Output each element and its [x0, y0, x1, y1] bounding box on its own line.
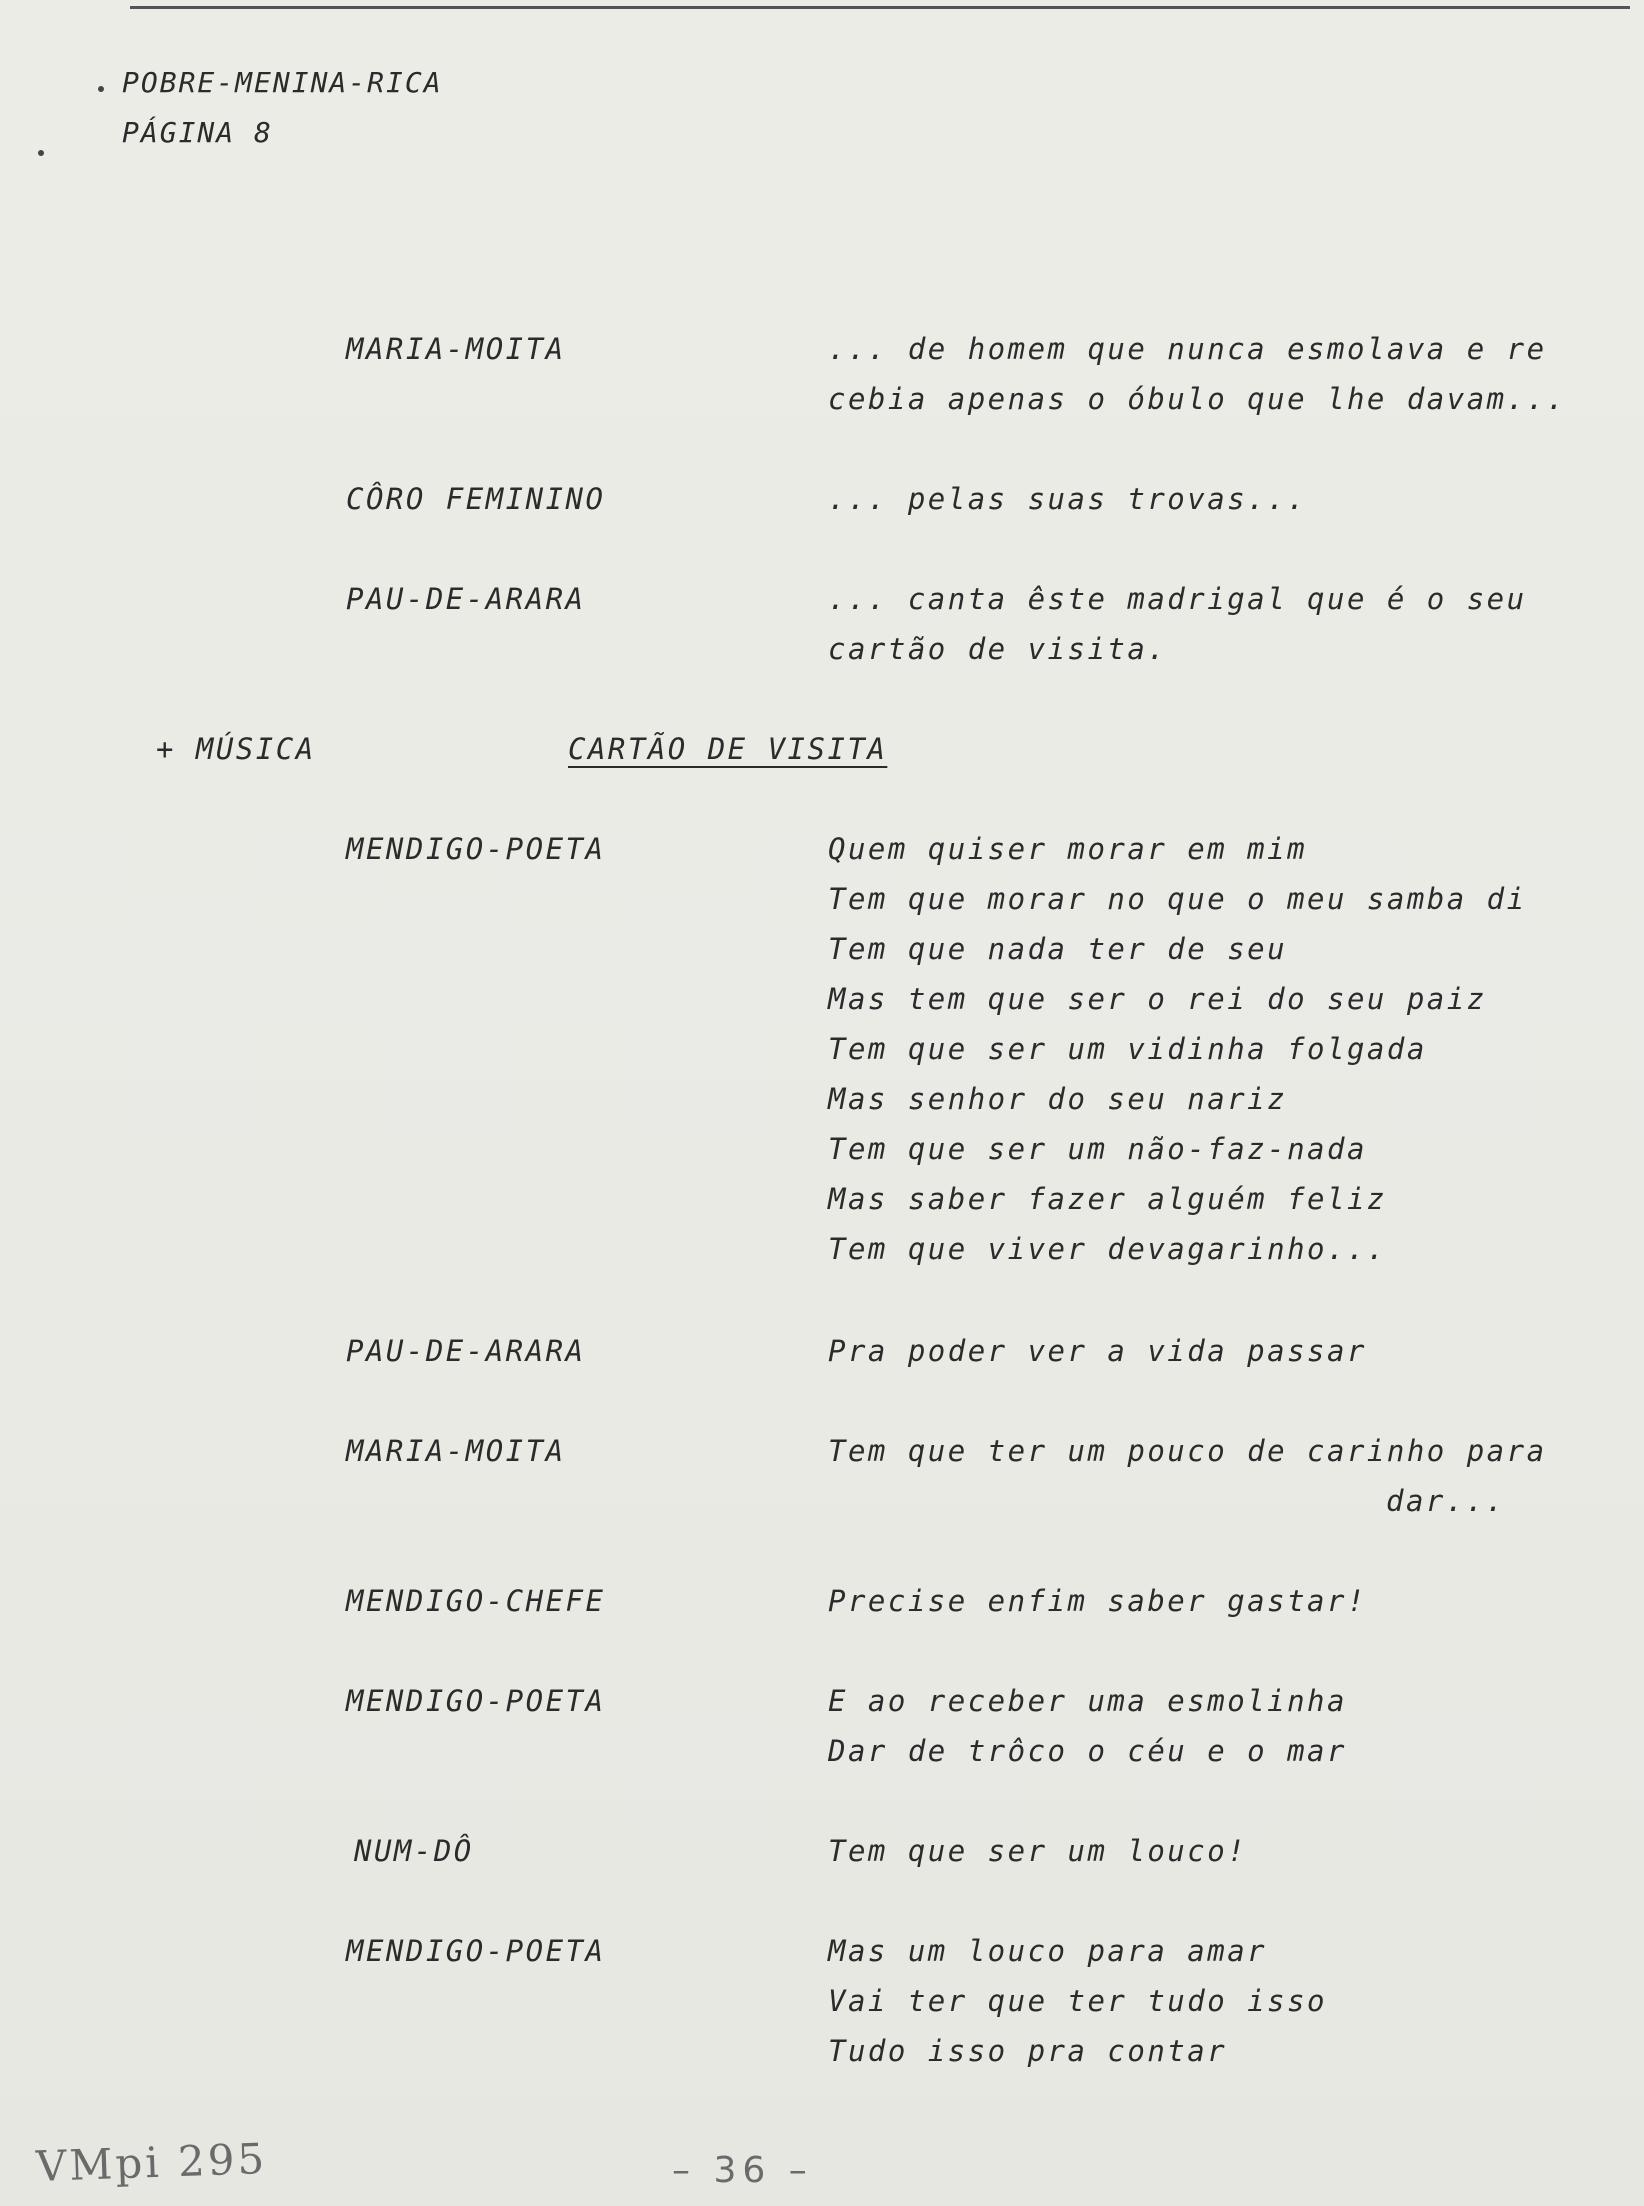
song-title: CARTÃO DE VISITA [568, 732, 888, 766]
lyric-line-continued: dar... [1386, 1484, 1506, 1518]
lyric-line: Tem que ser um não-faz-nada [828, 1132, 1367, 1166]
lyric-line: Vai ter que ter tudo isso [828, 1984, 1327, 2018]
lyric-line: Dar de trôco o céu e o mar [828, 1734, 1347, 1768]
lyric-line: Precise enfim saber gastar! [828, 1584, 1367, 1618]
dialogue-line: ... canta êste madrigal que é o seu [828, 582, 1527, 616]
lyric-line: Tem que morar no que o meu samba di [828, 882, 1527, 916]
lyric-line: Tem que ser um louco! [828, 1834, 1248, 1868]
page-edge-line [130, 6, 1630, 9]
margin-speck [98, 86, 104, 92]
speaker-name: NUM-DÔ [354, 1834, 474, 1868]
lyric-line: Tem que ser um vidinha folgada [828, 1032, 1427, 1066]
lyric-line: Tudo isso pra contar [828, 2034, 1228, 2068]
dialogue-line: ... de homem que nunca esmolava e re [828, 332, 1547, 366]
lyric-line: Mas tem que ser o rei do seu paiz [828, 982, 1487, 1016]
music-cue: + MÚSICA [156, 732, 316, 766]
speaker-name: MENDIGO-POETA [346, 1684, 606, 1718]
speaker-name: MARIA-MOITA [346, 1434, 566, 1468]
lyric-line: Tem que ter um pouco de carinho para [828, 1434, 1547, 1468]
margin-speck [38, 150, 44, 156]
lyric-line: Mas saber fazer alguém feliz [828, 1182, 1387, 1216]
lyric-line: Pra poder ver a vida passar [828, 1334, 1367, 1368]
speaker-name: CÔRO FEMININO [346, 482, 606, 516]
page-label: PÁGINA 8 [122, 116, 273, 149]
speaker-name: MENDIGO-POETA [346, 832, 606, 866]
lyric-line: Tem que nada ter de seu [828, 932, 1288, 966]
dialogue-line: cebia apenas o óbulo que lhe davam... [828, 382, 1567, 416]
speaker-name: PAU-DE-ARARA [346, 582, 586, 616]
lyric-line: E ao receber uma esmolinha [828, 1684, 1347, 1718]
lyric-line: Tem que viver devagarinho... [828, 1232, 1387, 1266]
script-title: POBRE-MENINA-RICA [122, 66, 443, 99]
page-number: – 36 – [672, 2150, 813, 2191]
speaker-name: MARIA-MOITA [346, 332, 566, 366]
lyric-line: Quem quiser morar em mim [828, 832, 1308, 866]
dialogue-line: cartão de visita. [828, 632, 1168, 666]
dialogue-line: ... pelas suas trovas... [828, 482, 1308, 516]
lyric-line: Mas senhor do seu nariz [828, 1082, 1288, 1116]
speaker-name: MENDIGO-POETA [346, 1934, 606, 1968]
speaker-name: PAU-DE-ARARA [346, 1334, 586, 1368]
handwritten-archive-note: VMpi 295 [35, 2133, 268, 2192]
speaker-name: MENDIGO-CHEFE [346, 1584, 606, 1618]
lyric-line: Mas um louco para amar [828, 1934, 1268, 1968]
